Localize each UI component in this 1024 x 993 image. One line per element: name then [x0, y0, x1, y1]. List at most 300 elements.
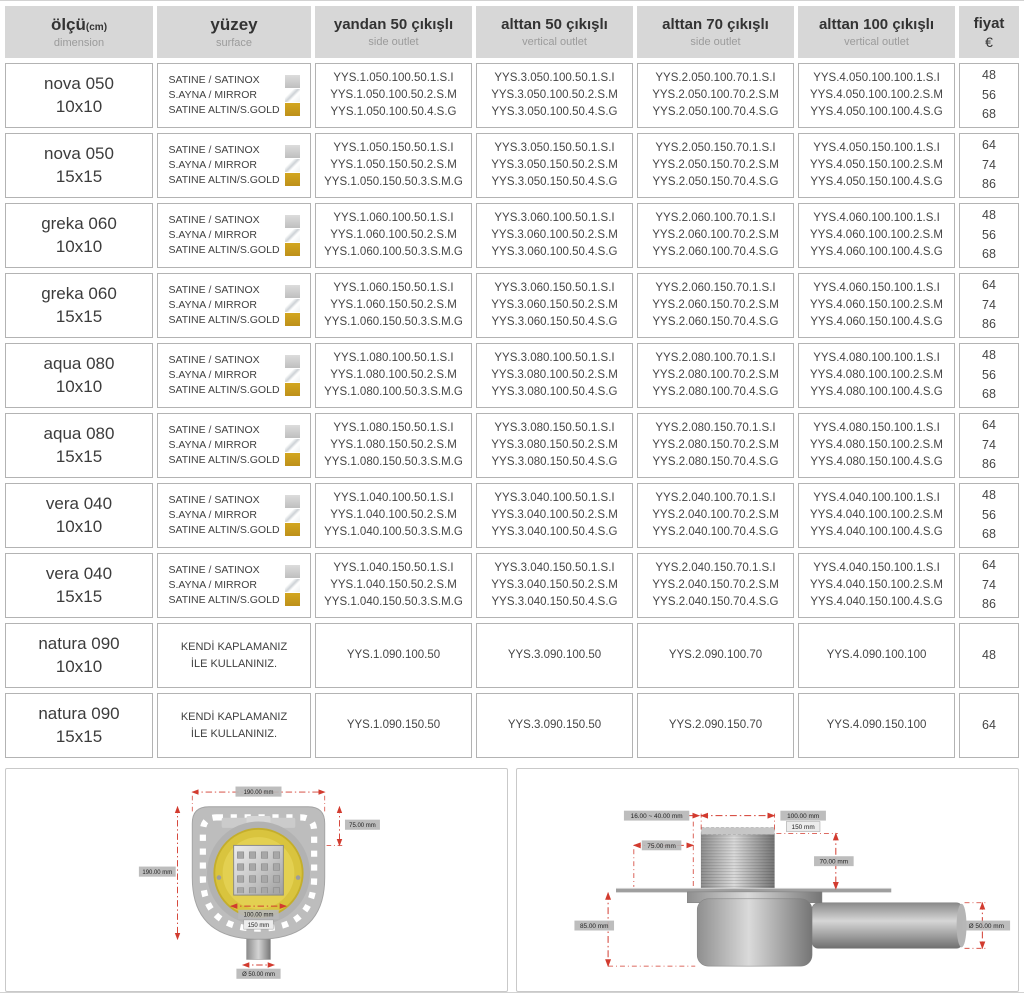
product-code: YYS.1.040.150.50.3.S.M.G: [324, 596, 463, 609]
technical-drawings: [5, 768, 1019, 992]
outlet-pipe: [812, 903, 962, 949]
surface-option: S.AYNA / MIRROR: [168, 158, 257, 171]
product-code: YYS.1.060.100.50.3.S.M.G: [324, 246, 463, 259]
dimension-cell: [5, 133, 153, 198]
surface-swatches: [285, 495, 300, 536]
gold-swatch: [285, 453, 300, 466]
euro-symbol: €: [985, 33, 993, 50]
col-header-dimension: [5, 6, 153, 58]
price-value: 64: [982, 717, 996, 732]
surface-option: SATINE ALTIN/S.GOLD: [168, 244, 280, 257]
top-view-panel: [5, 768, 508, 992]
product-size: 10x10: [55, 656, 103, 676]
product-code: YYS.2.040.150.70.4.S.G: [652, 596, 779, 609]
col-header-side-outlet-50: [315, 6, 472, 58]
product-code: YYS.2.090.150.70: [668, 718, 763, 731]
mirror-swatch: [285, 509, 300, 522]
product-code: YYS.1.080.100.50.3.S.M.G: [324, 386, 463, 399]
product-code: YYS.2.050.100.70.1.S.I: [655, 71, 776, 84]
satin-swatch: [285, 215, 300, 228]
product-code: YYS.4.080.150.100.1.S.I: [813, 421, 940, 434]
table-row: [5, 203, 1019, 268]
code-cell-vertical-outlet-50: [476, 63, 633, 128]
mirror-swatch: [285, 229, 300, 242]
gold-swatch: [285, 523, 300, 536]
mirror-swatch: [285, 369, 300, 382]
product-code: YYS.4.040.100.100.4.S.G: [810, 526, 943, 539]
product-code: YYS.2.050.100.70.2.S.M: [652, 88, 779, 101]
product-code: YYS.3.040.100.50.2.S.M: [491, 508, 618, 521]
col-header-vertical-outlet-100: [798, 6, 955, 58]
price-cell: [959, 483, 1019, 548]
product-code: YYS.3.040.100.50.1.S.I: [494, 491, 615, 504]
product-code: YYS.4.080.150.100.2.S.M: [810, 438, 943, 451]
surface-options: [168, 563, 279, 609]
surface-option: S.AYNA / MIRROR: [168, 508, 257, 521]
code-cell-side-outlet-50: [315, 553, 472, 618]
product-code: YYS.1.060.150.50.2.S.M: [330, 298, 457, 311]
product-code: YYS.2.040.150.70.1.S.I: [655, 561, 776, 574]
product-code: YYS.1.050.100.50.1.S.I: [333, 71, 454, 84]
code-cell-vertical-outlet-100: [798, 203, 955, 268]
product-code: YYS.1.040.150.50.1.S.I: [333, 561, 454, 574]
code-cell-side-outlet-70: [637, 483, 794, 548]
product-name: vera 040: [45, 563, 113, 583]
product-code: YYS.2.090.100.70: [668, 648, 763, 661]
product-code: YYS.3.060.150.50.1.S.I: [494, 281, 615, 294]
col-header-vertical-outlet-50: [476, 6, 633, 58]
satin-swatch: [285, 145, 300, 158]
product-code: YYS.3.060.100.50.2.S.M: [491, 228, 618, 241]
product-code: YYS.1.050.150.50.3.S.M.G: [324, 176, 463, 189]
col-header-subtitle: surface: [215, 37, 253, 50]
price-value: 74: [982, 577, 996, 592]
price-cell: [959, 693, 1019, 758]
product-code: YYS.2.040.150.70.2.S.M: [652, 578, 779, 591]
product-code: YYS.2.060.150.70.4.S.G: [652, 316, 779, 329]
code-cell-side-outlet-70: [637, 273, 794, 338]
dim-grate-width-alt: 150 mm: [791, 824, 815, 832]
top-view-drawing: [6, 769, 507, 991]
price-value: 86: [982, 457, 996, 472]
product-code: YYS.4.080.100.100.1.S.I: [813, 351, 940, 364]
product-code: YYS.4.040.150.100.4.S.G: [810, 596, 943, 609]
code-cell-side-outlet-50: [315, 273, 472, 338]
product-code: YYS.1.060.150.50.3.S.M.G: [324, 316, 463, 329]
surface-cell: [157, 483, 311, 548]
col-header-subtitle: dimension: [53, 37, 105, 50]
product-code: YYS.1.050.150.50.2.S.M: [330, 158, 457, 171]
gold-swatch: [285, 383, 300, 396]
surface-option: S.AYNA / MIRROR: [168, 88, 257, 101]
product-code: YYS.4.050.150.100.1.S.I: [813, 141, 940, 154]
surface-swatches: [285, 355, 300, 396]
code-cell-side-outlet-50: [315, 343, 472, 408]
code-cell-vertical-outlet-100: [798, 693, 955, 758]
product-code: YYS.3.040.100.50.4.S.G: [491, 526, 618, 539]
product-code: YYS.4.060.100.100.1.S.I: [813, 211, 940, 224]
product-code: YYS.2.040.100.70.2.S.M: [652, 508, 779, 521]
drain-body: [697, 899, 812, 966]
outlet-stub: [247, 939, 271, 959]
product-code: YYS.3.050.150.50.4.S.G: [491, 176, 618, 189]
surface-options: [168, 493, 279, 539]
surface-option: SATINE ALTIN/S.GOLD: [168, 594, 280, 607]
product-code: YYS.3.080.150.50.1.S.I: [494, 421, 615, 434]
product-code: YYS.4.080.150.100.4.S.G: [810, 456, 943, 469]
surface-swatches: [285, 425, 300, 466]
surface-options: [168, 283, 279, 329]
code-cell-vertical-outlet-100: [798, 483, 955, 548]
price-cell: [959, 413, 1019, 478]
code-cell-side-outlet-70: [637, 553, 794, 618]
surface-swatches: [285, 285, 300, 326]
price-value: 68: [982, 107, 996, 122]
code-cell-side-outlet-50: [315, 693, 472, 758]
surface-options: [168, 353, 279, 399]
product-code: YYS.3.060.100.50.4.S.G: [491, 246, 618, 259]
surface-cell: [157, 413, 311, 478]
drain-side-view: [574, 811, 1010, 966]
code-cell-vertical-outlet-100: [798, 553, 955, 618]
dim-grate-width: 100.00 mm: [243, 912, 274, 919]
satin-swatch: [285, 285, 300, 298]
table-header-row: [5, 6, 1019, 58]
product-code: YYS.4.040.100.100.1.S.I: [813, 491, 940, 504]
surface-option: S.AYNA / MIRROR: [168, 368, 257, 381]
dimension-cell: [5, 623, 153, 688]
product-code: YYS.1.080.150.50.1.S.I: [333, 421, 454, 434]
product-code: YYS.3.040.150.50.4.S.G: [491, 596, 618, 609]
code-cell-vertical-outlet-100: [798, 343, 955, 408]
satin-swatch: [285, 355, 300, 368]
surface-option: SATINE ALTIN/S.GOLD: [168, 454, 280, 467]
code-cell-side-outlet-70: [637, 623, 794, 688]
surface-option: SATINE ALTIN/S.GOLD: [168, 524, 280, 537]
product-code: YYS.1.080.100.50.1.S.I: [333, 351, 454, 364]
satin-swatch: [285, 495, 300, 508]
product-code: YYS.4.060.150.100.2.S.M: [810, 298, 943, 311]
table-row: [5, 413, 1019, 478]
price-value: 64: [982, 278, 996, 293]
product-code: YYS.4.090.150.100: [826, 718, 927, 731]
product-name: aqua 080: [43, 353, 115, 373]
surface-cell: [157, 693, 311, 758]
price-value: 56: [982, 87, 996, 102]
gold-swatch: [285, 103, 300, 116]
price-value: 48: [982, 348, 996, 363]
product-code: YYS.2.050.150.70.2.S.M: [652, 158, 779, 171]
surface-swatches: [285, 145, 300, 186]
table-row: [5, 553, 1019, 618]
product-code: YYS.2.080.150.70.1.S.I: [655, 421, 776, 434]
surface-option: SATINE / SATINOX: [168, 493, 260, 506]
table-body: [5, 63, 1019, 758]
price-value: 86: [982, 177, 996, 192]
product-code: YYS.2.050.150.70.4.S.G: [652, 176, 779, 189]
code-cell-vertical-outlet-100: [798, 623, 955, 688]
dimension-cell: [5, 413, 153, 478]
product-code: YYS.2.050.150.70.1.S.I: [655, 141, 776, 154]
mirror-swatch: [285, 579, 300, 592]
product-size: 15x15: [55, 586, 103, 606]
surface-note: KENDİ KAPLAMANIZ İLE KULLANINIZ.: [180, 641, 288, 670]
surface-cell: [157, 623, 311, 688]
code-cell-vertical-outlet-50: [476, 623, 633, 688]
price-cell: [959, 273, 1019, 338]
product-size: 10x10: [55, 236, 103, 256]
product-size: 10x10: [55, 516, 103, 536]
table-row: [5, 63, 1019, 128]
product-code: YYS.1.040.100.50.1.S.I: [333, 491, 454, 504]
col-header-title: yüzey: [210, 14, 258, 34]
code-cell-side-outlet-70: [637, 413, 794, 478]
product-name: greka 060: [41, 213, 117, 233]
product-code: YYS.2.080.150.70.2.S.M: [652, 438, 779, 451]
product-code: YYS.3.090.150.50: [507, 718, 602, 731]
price-value: 74: [982, 157, 996, 172]
surface-option: SATINE / SATINOX: [168, 353, 260, 366]
code-cell-side-outlet-70: [637, 343, 794, 408]
price-value: 74: [982, 297, 996, 312]
product-code: YYS.1.080.150.50.2.S.M: [330, 438, 457, 451]
code-cell-side-outlet-70: [637, 63, 794, 128]
satin-swatch: [285, 75, 300, 88]
dimension-cell: [5, 343, 153, 408]
mirror-swatch: [285, 299, 300, 312]
col-header-side-outlet-70: [637, 6, 794, 58]
product-code: YYS.3.080.150.50.4.S.G: [491, 456, 618, 469]
dim-riser-height: 70.00 mm: [819, 858, 849, 866]
surface-options: [168, 143, 279, 189]
surface-note: KENDİ KAPLAMANIZ İLE KULLANINIZ.: [180, 711, 288, 740]
product-code: YYS.3.090.100.50: [507, 648, 602, 661]
code-cell-vertical-outlet-50: [476, 343, 633, 408]
product-size: 15x15: [55, 446, 103, 466]
product-code: YYS.4.050.150.100.2.S.M: [810, 158, 943, 171]
code-cell-vertical-outlet-50: [476, 693, 633, 758]
surface-option: SATINE / SATINOX: [168, 143, 260, 156]
product-code: YYS.3.060.150.50.4.S.G: [491, 316, 618, 329]
code-cell-side-outlet-70: [637, 203, 794, 268]
price-value: 56: [982, 507, 996, 522]
product-code: YYS.4.090.100.100: [826, 648, 927, 661]
product-code: YYS.3.050.100.50.1.S.I: [494, 71, 615, 84]
product-code: YYS.3.040.150.50.2.S.M: [491, 578, 618, 591]
code-cell-side-outlet-50: [315, 623, 472, 688]
satin-swatch: [285, 425, 300, 438]
side-view-panel: [516, 768, 1019, 992]
col-header-title: yandan 50 çıkışlı: [333, 16, 454, 33]
product-code: YYS.3.080.100.50.1.S.I: [494, 351, 615, 364]
code-cell-vertical-outlet-50: [476, 413, 633, 478]
col-header-title: [51, 15, 107, 35]
product-code: YYS.3.050.150.50.1.S.I: [494, 141, 615, 154]
product-code: YYS.2.080.100.70.4.S.G: [652, 386, 779, 399]
price-value: 86: [982, 597, 996, 612]
col-header-title: alttan 70 çıkışlı: [662, 16, 769, 33]
col-header-subtitle: vertical outlet: [522, 36, 587, 48]
product-name: nova 050: [44, 143, 114, 163]
surface-option: SATINE ALTIN/S.GOLD: [168, 104, 280, 117]
product-code: YYS.1.060.150.50.1.S.I: [333, 281, 454, 294]
product-code: YYS.4.050.100.100.1.S.I: [813, 71, 940, 84]
product-size: 15x15: [55, 166, 103, 186]
product-code: YYS.4.040.150.100.2.S.M: [810, 578, 943, 591]
product-code: YYS.2.050.100.70.4.S.G: [652, 106, 779, 119]
gold-swatch: [285, 313, 300, 326]
surface-option: S.AYNA / MIRROR: [168, 298, 257, 311]
product-code: YYS.4.060.150.100.4.S.G: [810, 316, 943, 329]
dim-outlet-diameter: Ø 50.00 mm: [242, 972, 275, 979]
surface-option: SATINE ALTIN/S.GOLD: [168, 314, 280, 327]
product-code: YYS.1.040.150.50.2.S.M: [330, 578, 457, 591]
code-cell-vertical-outlet-100: [798, 63, 955, 128]
code-cell-vertical-outlet-50: [476, 133, 633, 198]
dimension-cell: [5, 553, 153, 618]
product-name: natura 090: [38, 633, 120, 653]
surface-options: [168, 213, 279, 259]
code-cell-side-outlet-50: [315, 203, 472, 268]
product-code: YYS.2.060.100.70.1.S.I: [655, 211, 776, 224]
product-code: YYS.4.080.100.100.2.S.M: [810, 368, 943, 381]
code-cell-vertical-outlet-50: [476, 203, 633, 268]
price-cell: [959, 553, 1019, 618]
dim-flange-offset: 75.00 mm: [647, 842, 676, 850]
table-row: [5, 133, 1019, 198]
price-value: 86: [982, 317, 996, 332]
price-value: 48: [982, 208, 996, 223]
dimension-cell: [5, 203, 153, 268]
surface-swatches: [285, 565, 300, 606]
col-title-text: ölçü: [50, 14, 86, 34]
side-view-drawing: [517, 769, 1018, 991]
dim-overall-width: 190.00 mm: [243, 789, 274, 796]
price-value: 68: [982, 527, 996, 542]
dim-body-depth: 85.00 mm: [579, 923, 609, 931]
code-cell-vertical-outlet-100: [798, 133, 955, 198]
price-value: 64: [982, 418, 996, 433]
drain-top-view: [139, 787, 380, 979]
gold-swatch: [285, 593, 300, 606]
satin-swatch: [285, 565, 300, 578]
surface-options: [168, 423, 279, 469]
product-code: YYS.1.050.150.50.1.S.I: [333, 141, 454, 154]
product-code: YYS.4.060.100.100.4.S.G: [810, 246, 943, 259]
product-name: greka 060: [41, 283, 117, 303]
product-code: YYS.2.040.100.70.1.S.I: [655, 491, 776, 504]
product-code: YYS.4.080.100.100.4.S.G: [810, 386, 943, 399]
product-code: YYS.3.060.150.50.2.S.M: [491, 298, 618, 311]
product-code: YYS.4.060.150.100.1.S.I: [813, 281, 940, 294]
dimension-cell: [5, 483, 153, 548]
price-value: 48: [982, 488, 996, 503]
product-code: YYS.3.050.150.50.2.S.M: [491, 158, 618, 171]
product-code: YYS.3.080.100.50.4.S.G: [491, 386, 618, 399]
price-value: 48: [982, 68, 996, 83]
product-code: YYS.3.050.100.50.4.S.G: [491, 106, 618, 119]
dim-overall-height: 190.00 mm: [142, 869, 173, 876]
product-code: YYS.1.080.150.50.3.S.M.G: [324, 456, 463, 469]
surface-cell: [157, 273, 311, 338]
dim-height-adjust: 16.00 ~ 40.00 mm: [630, 813, 683, 821]
price-cell: [959, 343, 1019, 408]
code-cell-side-outlet-70: [637, 133, 794, 198]
price-cell: [959, 133, 1019, 198]
product-code: YYS.4.060.100.100.2.S.M: [810, 228, 943, 241]
surface-cell: [157, 133, 311, 198]
product-name: aqua 080: [43, 423, 115, 443]
product-code: YYS.1.080.100.50.2.S.M: [330, 368, 457, 381]
surface-cell: [157, 553, 311, 618]
price-value: 56: [982, 227, 996, 242]
code-cell-side-outlet-50: [315, 133, 472, 198]
product-name: nova 050: [44, 73, 114, 93]
surface-option: SATINE ALTIN/S.GOLD: [168, 174, 280, 187]
surface-option: SATINE / SATINOX: [168, 563, 260, 576]
product-name: natura 090: [38, 703, 120, 723]
col-header-subtitle: side outlet: [368, 36, 419, 48]
code-cell-side-outlet-50: [315, 483, 472, 548]
surface-option: S.AYNA / MIRROR: [168, 228, 257, 241]
code-cell-side-outlet-50: [315, 63, 472, 128]
code-cell-vertical-outlet-50: [476, 273, 633, 338]
col-header-title: alttan 50 çıkışlı: [501, 16, 608, 33]
col-header-title: fiyat: [973, 14, 1005, 32]
surface-option: SATINE / SATINOX: [168, 73, 260, 86]
product-code: YYS.2.080.100.70.2.S.M: [652, 368, 779, 381]
dimension-cell: [5, 273, 153, 338]
dim-outlet-diameter: Ø 50.00 mm: [968, 923, 1004, 931]
col-header-price: [959, 6, 1019, 58]
code-cell-side-outlet-70: [637, 693, 794, 758]
product-code: YYS.1.060.100.50.2.S.M: [330, 228, 457, 241]
mirror-swatch: [285, 439, 300, 452]
product-size: 10x10: [55, 96, 103, 116]
code-cell-vertical-outlet-50: [476, 483, 633, 548]
surface-options: [168, 73, 279, 119]
col-header-title: alttan 100 çıkışlı: [818, 16, 935, 33]
code-cell-vertical-outlet-100: [798, 273, 955, 338]
surface-cell: [157, 63, 311, 128]
dimension-cell: [5, 63, 153, 128]
product-code: YYS.2.080.100.70.1.S.I: [655, 351, 776, 364]
product-name: vera 040: [45, 493, 113, 513]
dimension-cell: [5, 693, 153, 758]
product-code: YYS.1.040.100.50.3.S.M.G: [324, 526, 463, 539]
col-header-subtitle: vertical outlet: [844, 36, 909, 48]
col-title-suffix: (cm): [85, 21, 108, 33]
mirror-swatch: [285, 89, 300, 102]
product-code: YYS.4.050.150.100.4.S.G: [810, 176, 943, 189]
product-code: YYS.1.050.100.50.2.S.M: [330, 88, 457, 101]
product-code: YYS.4.040.100.100.2.S.M: [810, 508, 943, 521]
table-row: [5, 273, 1019, 338]
product-code: YYS.1.090.150.50: [346, 718, 441, 731]
product-code: YYS.1.040.100.50.2.S.M: [330, 508, 457, 521]
product-code: YYS.4.050.100.100.4.S.G: [810, 106, 943, 119]
surface-swatches: [285, 75, 300, 116]
code-cell-side-outlet-50: [315, 413, 472, 478]
table-row: [5, 623, 1019, 688]
surface-cell: [157, 203, 311, 268]
gold-swatch: [285, 243, 300, 256]
dim-grate-width-alt: 150 mm: [247, 922, 270, 929]
price-value: 56: [982, 367, 996, 382]
price-value: 68: [982, 387, 996, 402]
dim-grate-width: 100.00 mm: [787, 813, 820, 821]
product-code: YYS.1.050.100.50.4.S.G: [330, 106, 457, 119]
